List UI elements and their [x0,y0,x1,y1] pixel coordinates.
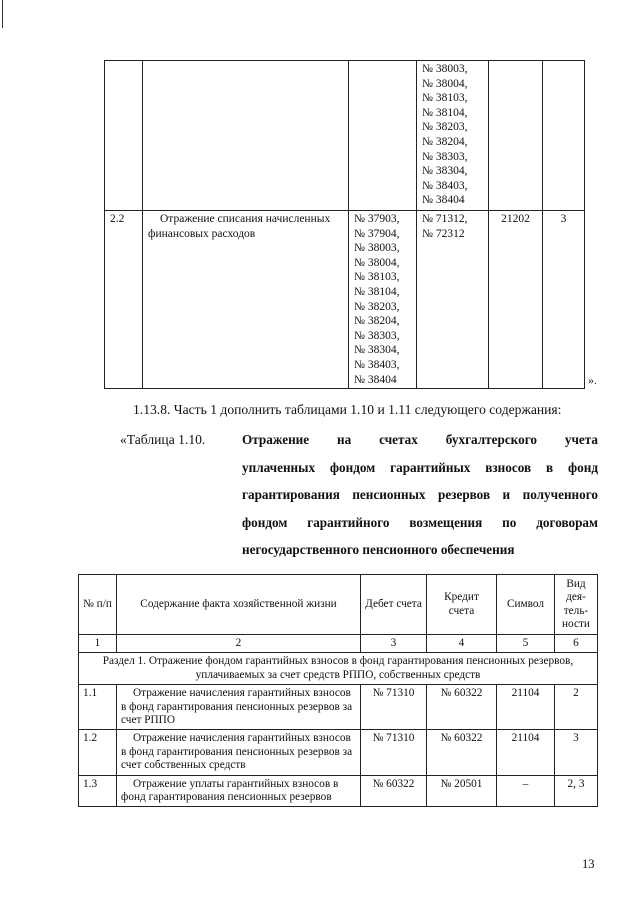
account-number: № 38004, [354,256,400,269]
account-number: № 38104, [422,106,468,119]
section-row [79,653,598,685]
scan-edge-mark [2,0,3,28]
activity-cell: 3 [543,211,585,389]
col-number: 1 [79,635,117,653]
col-number: 5 [497,635,555,653]
account-number: № 38103, [354,271,400,284]
previous-table-continuation [104,60,585,389]
header-credit: Кредит счета [427,575,497,635]
caption-line: Отражение на счетах бухгалтерского учета [242,432,598,447]
col-number: 3 [361,635,427,653]
credit-cell: № 60322 [427,685,497,730]
caption-line: уплаченных фондом гарантийных взносов в фонд [242,459,598,475]
row-content: Отражение начисления гарантийных взносов в фонд гарантирования пенсионных резервов за счет РППО [117,685,361,730]
activity-cell: 2 [555,685,598,730]
amendment-paragraph: 1.13.8. Часть 1 дополнить таблицами 1.10 и 1.11 следующего содержания: [133,402,562,417]
account-number: № 38303, [422,150,468,163]
row-content: Отражение списания начисленных финансовых расходов [143,211,349,389]
account-number: № 38203, [354,300,400,313]
account-number: № 38204, [354,315,400,328]
table-row [105,61,585,211]
activity-cell [543,61,585,211]
activity-cell: 3 [555,730,598,775]
row-content [143,61,349,211]
header-content: Содержание факта хозяйственной жизни [117,575,361,635]
debit-cell: № 71310 [361,730,427,775]
table-row [79,685,598,730]
symbol-cell: – [497,775,555,807]
account-number: № 38304, [354,344,400,357]
account-number: № 38403, [354,358,400,371]
table-caption [120,432,598,564]
symbol-cell [489,61,543,211]
debit-accounts [349,211,417,389]
header-num: № п/п [79,575,117,635]
table-row [79,730,598,775]
header-activity: Вид дея-тель-ности [555,575,598,635]
debit-cell: № 71310 [361,685,427,730]
account-number: № 38303, [354,329,400,342]
table-header-row [79,575,598,635]
credit-accounts [417,211,489,389]
account-number: № 38204, [422,135,468,148]
debit-cell: № 60322 [361,775,427,807]
section-title: Раздел 1. Отражение фондом гарантийных взносов в фонд гарантирования пенсионных резервов, уплачиваемых за счет средств РППО, собственных средств [79,653,598,685]
page-number: 13 [582,857,595,871]
table-caption-title [242,426,598,564]
symbol-cell: 21104 [497,730,555,775]
row-number: 1.2 [79,730,117,775]
row-number: 2.2 [105,211,143,389]
symbol-cell: 21202 [489,211,543,389]
table-1-10 [78,574,598,807]
activity-cell: 2, 3 [555,775,598,807]
account-number: № 38104, [354,285,400,298]
account-number: № 71312, [422,213,468,225]
header-symbol: Символ [497,575,555,635]
col-number: 6 [555,635,598,653]
credit-cell: № 60322 [427,730,497,775]
row-number: 1.1 [79,685,117,730]
header-debit: Дебет счета [361,575,427,635]
account-number: № 72312 [422,227,465,240]
table-row [79,775,598,807]
account-number: № 37904, [354,227,400,240]
table-caption-label: «Таблица 1.10. [120,432,206,447]
account-number: № 38404 [354,373,397,386]
caption-line: фондом гарантийного возмещения по договорам [242,514,598,530]
account-number: № 38003, [354,242,400,255]
account-number: № 37903, [354,213,400,225]
account-number: № 38003, [422,63,468,75]
account-number: № 38404 [422,194,465,207]
row-content: Отражение уплаты гарантийных взносов в фонд гарантирования пенсионных резервов [117,775,361,807]
table-row [105,211,585,389]
column-number-row [79,635,598,653]
row-number: 1.3 [79,775,117,807]
account-number: № 38103, [422,92,468,105]
account-number: № 38403, [422,179,468,192]
symbol-cell: 21104 [497,685,555,730]
row-content: Отражение начисления гарантийных взносов в фонд гарантирования пенсионных резервов за счет собственных средств [117,730,361,775]
credit-cell: № 20501 [427,775,497,807]
caption-line: гарантирования пенсионных резервов и полученного [242,487,598,502]
row-number [105,61,143,211]
col-number: 4 [427,635,497,653]
account-number: № 38004, [422,77,468,90]
account-number: № 38304, [422,165,468,178]
col-number: 2 [117,635,361,653]
caption-line: негосударственного пенсионного обеспечения [242,542,515,557]
debit-accounts [349,61,417,211]
closing-quote: ». [588,373,597,387]
account-number: № 38203, [422,121,468,134]
credit-accounts [417,61,489,211]
